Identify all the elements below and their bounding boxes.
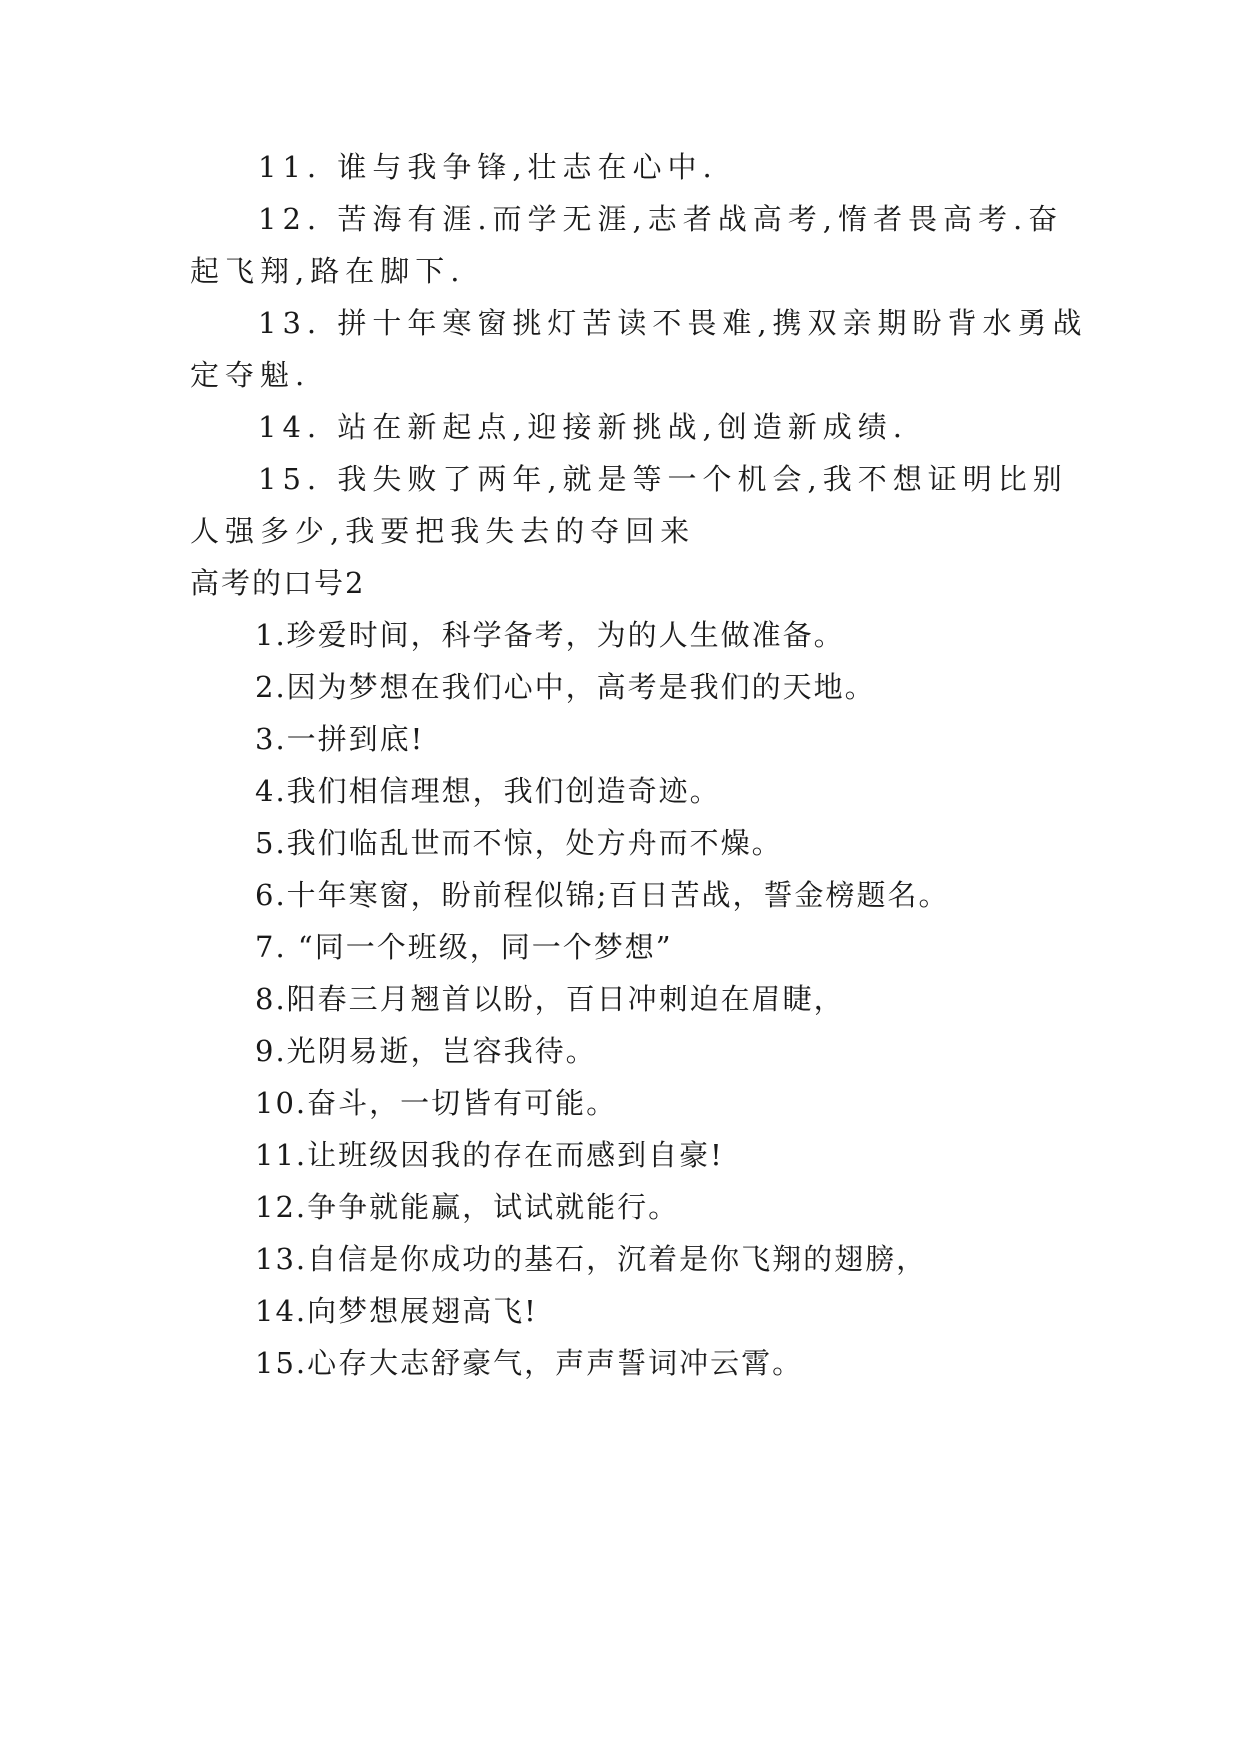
list-item: 10.奋斗，一切皆有可能。 (255, 1086, 618, 1120)
list-item: 12.争争就能赢，试试就能行。 (255, 1190, 680, 1224)
list-item: 1.珍爱时间，科学备考，为的人生做准备。 (255, 618, 845, 652)
slogan-13-line-2: 定夺魁. (190, 358, 311, 392)
slogan-13-line-1: 13. 拼十年寒窗挑灯苦读不畏难,携双亲期盼背水勇战 (258, 306, 1088, 340)
list-item: 7. “同一个班级，同一个梦想” (255, 930, 673, 964)
list-item: 3.一拼到底! (255, 722, 425, 756)
list-item: 5.我们临乱世而不惊，处方舟而不燥。 (255, 826, 783, 860)
list-item: 4.我们相信理想，我们创造奇迹。 (255, 774, 721, 808)
list-item: 8.阳春三月翘首以盼，百日冲刺迫在眉睫， (255, 982, 845, 1016)
list-item: 9.光阴易逝，岂容我待。 (255, 1034, 597, 1068)
slogan-15-line-2: 人强多少,我要把我失去的夺回来 (190, 514, 696, 548)
list-item: 14.向梦想展翅高飞! (255, 1294, 538, 1328)
list-item: 13.自信是你成功的基石，沉着是你飞翔的翅膀， (255, 1242, 928, 1276)
slogan-12-line-1: 12. 苦海有涯.而学无涯,志者战高考,惰者畏高考.奋 (258, 202, 1064, 236)
slogan-15-line-1: 15. 我失败了两年,就是等一个机会,我不想证明比别 (258, 462, 1068, 496)
list-item: 15.心存大志舒豪气，声声誓词冲云霄。 (255, 1346, 804, 1380)
slogan-11-line-1: 11. 谁与我争锋,壮志在心中. (258, 150, 718, 184)
slogan-12-line-2: 起飞翔,路在脚下. (190, 254, 466, 288)
slogan-14-line-1: 14. 站在新起点,迎接新挑战,创造新成绩. (258, 410, 908, 444)
section-heading: 高考的口号2 (190, 566, 366, 600)
list-item: 11.让班级因我的存在而感到自豪! (255, 1138, 724, 1172)
list-item: 6.十年寒窗，盼前程似锦;百日苦战，誓金榜题名。 (255, 878, 950, 912)
list-item: 2.因为梦想在我们心中，高考是我们的天地。 (255, 670, 876, 704)
